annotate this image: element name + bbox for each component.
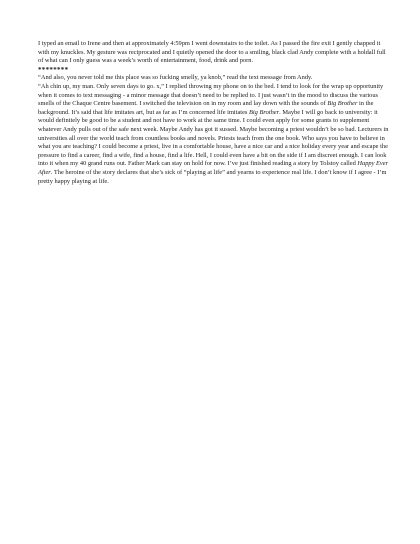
- title-big-brother-1: Big Brother: [327, 100, 358, 108]
- paragraph-reply: [38, 83, 390, 186]
- reply-text-1: “Ah chin up, my man. Only seven days to go. x,” I replied throwing my phone on to the bed. I tend to look for the wrap up opportunity when it comes to text messaging - a minor message that doesn’t need to be replied to. I just wasn’t in the mood to discuss the various smells of the Chaque Centre basement. I switched the television on in my room and lay down with the sounds of: [38, 82, 384, 108]
- title-big-brother-2: Big Brother: [249, 108, 280, 116]
- reply-text-3: . Maybe I will go back to university: it would definitely be good to be a student and not have to work at the same time. I could even apply for some grants to supplement whatever Andy pulls out of the safe next week. Maybe Andy has got it sussed. Maybe becoming a priest wouldn’t be so bad. Lecturers in universities all over the world teach from countless books and novels. Priests teach from the one book. Who says you have to believe in what you are teaching? I could become a priest, live in a comfortable house, have a nice car and a nice holiday every year and escape the pressure to find a career, find a wife, find a house, find a life. Hell, I could even have a bit on the side if I am discreet enough. I can look into it when my 40 grand runs out. Father Mark can stay on hold for now. I’ve just finished reading a story by Tolstoy called: [38, 108, 389, 168]
- paragraph-email-toilet: I typed an email to Irene and then at approximately 4:59pm I went downstairs to the toilet. As I passed the fire exit I gently chapped it with my knuckles. My gesture was reciprocated and I quietly opened the door to a smiling, black clad Andy complete with a holdall full of what can I only guess was a week’s worth of entertainment, food, drink and porn.: [38, 40, 386, 65]
- title-happy-ever-after: Happy Ever After: [38, 160, 389, 176]
- paragraph-text-message: “And also, you never told me this place was so fucking smelly, ya knob,” read the text message from Andy.: [38, 74, 313, 82]
- reply-text-2: in the background. It’s said that life imitates art, but as far as I’m concerned life imitates: [38, 100, 374, 116]
- reply-text-4: . The heroine of the story declares that she’s sick of “playing at life” and yearns to experience real life. I don’t know if I agree - I’m pretty happy playing at life.: [38, 168, 387, 185]
- document-page: [38, 40, 390, 186]
- section-separator: ********: [38, 65, 69, 74]
